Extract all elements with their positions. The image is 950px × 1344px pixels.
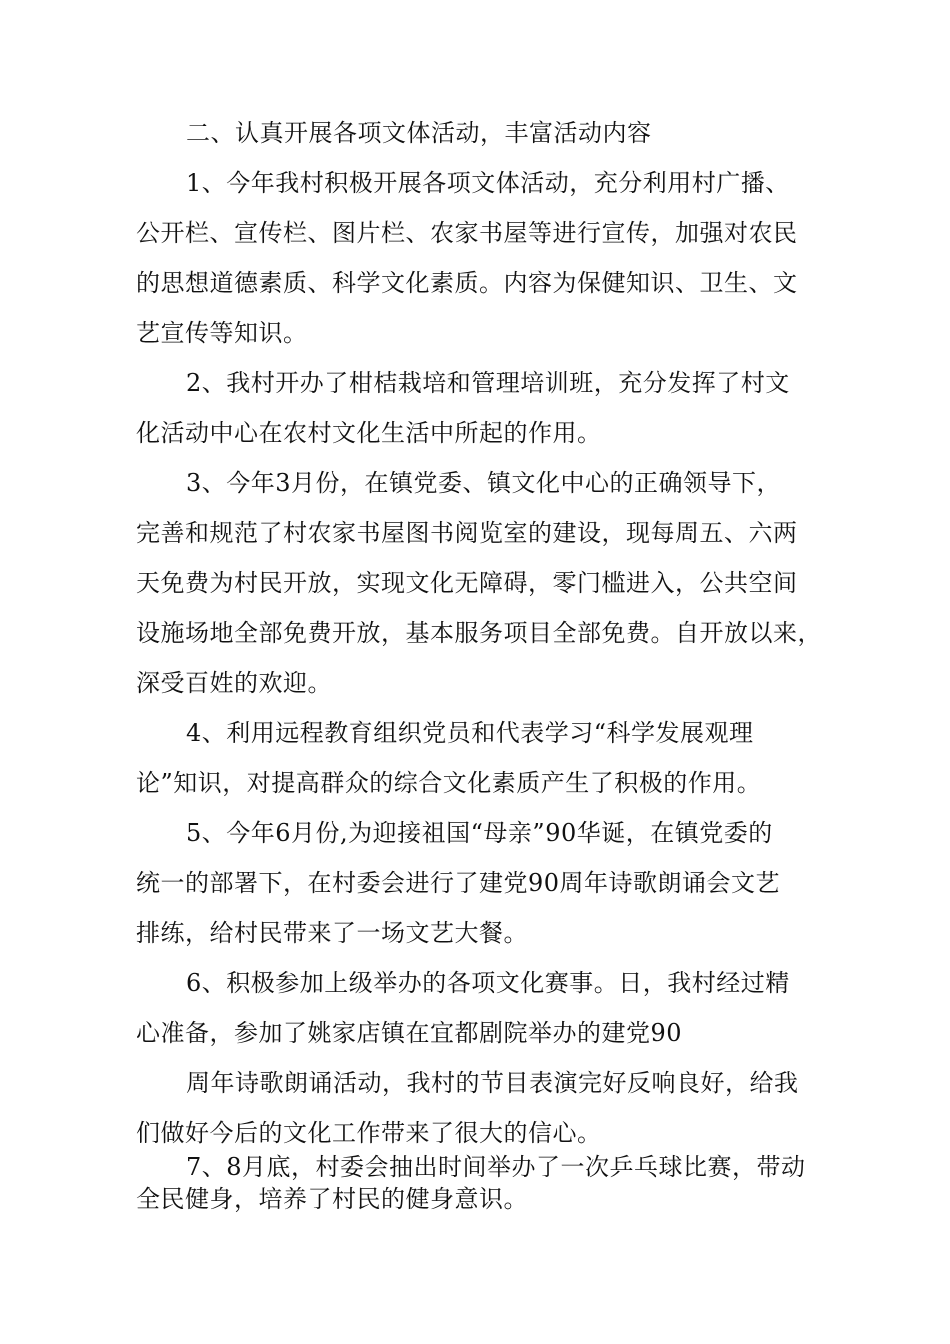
- text-line: 们做好今后的文化工作带来了很大的信心。: [136, 1119, 602, 1147]
- text-line: 统一的部署下，在村委会进行了建党90周年诗歌朗诵会文艺: [136, 869, 781, 897]
- text-line: 排练，给村民带来了一场文艺大餐。: [136, 919, 528, 947]
- text-line: 全民健身，培养了村民的健身意识。: [136, 1185, 528, 1213]
- text-line: 艺宣传等知识。: [136, 319, 308, 347]
- text-line: 天免费为村民开放，实现文化无障碍，零门槛进入，公共空间: [136, 569, 798, 597]
- text-line: 5、今年6月份,为迎接祖国“母亲”90华诞，在镇党委的: [186, 819, 773, 847]
- text-line: 完善和规范了村农家书屋图书阅览室的建设，现每周五、六两: [136, 519, 798, 547]
- text-line: 深受百姓的欢迎。: [136, 669, 332, 697]
- text-line: 1、今年我村积极开展各项文体活动，充分利用村广播、: [186, 169, 790, 197]
- text-line: 设施场地全部免费开放，基本服务项目全部免费。自开放以来，: [136, 619, 822, 647]
- text-line: 3、今年3月份，在镇党委、镇文化中心的正确领导下，: [186, 469, 782, 497]
- text-line: 周年诗歌朗诵活动，我村的节目表演完好反响良好，给我: [186, 1069, 799, 1097]
- section-heading: 二、认真开展各项文体活动，丰富活动内容: [186, 119, 652, 147]
- text-line: 4、利用远程教育组织党员和代表学习“科学发展观理: [186, 719, 754, 747]
- text-line: 7、8月底，村委会抽出时间举办了一次乒乓球比赛，带动: [186, 1153, 806, 1181]
- text-line: 公开栏、宣传栏、图片栏、农家书屋等进行宣传，加强对农民: [136, 219, 798, 247]
- text-line: 的思想道德素质、科学文化素质。内容为保健知识、卫生、文: [136, 269, 798, 297]
- text-line: 化活动中心在农村文化生活中所起的作用。: [136, 419, 602, 447]
- text-line: 心准备，参加了姚家店镇在宜都剧院举办的建党90: [136, 1019, 683, 1047]
- text-line: 论”知识，对提高群众的综合文化素质产生了积极的作用。: [136, 769, 762, 797]
- text-line: 6、积极参加上级举办的各项文化赛事。日，我村经过精: [186, 969, 790, 997]
- text-line: 2、我村开办了柑桔栽培和管理培训班，充分发挥了村文: [186, 369, 790, 397]
